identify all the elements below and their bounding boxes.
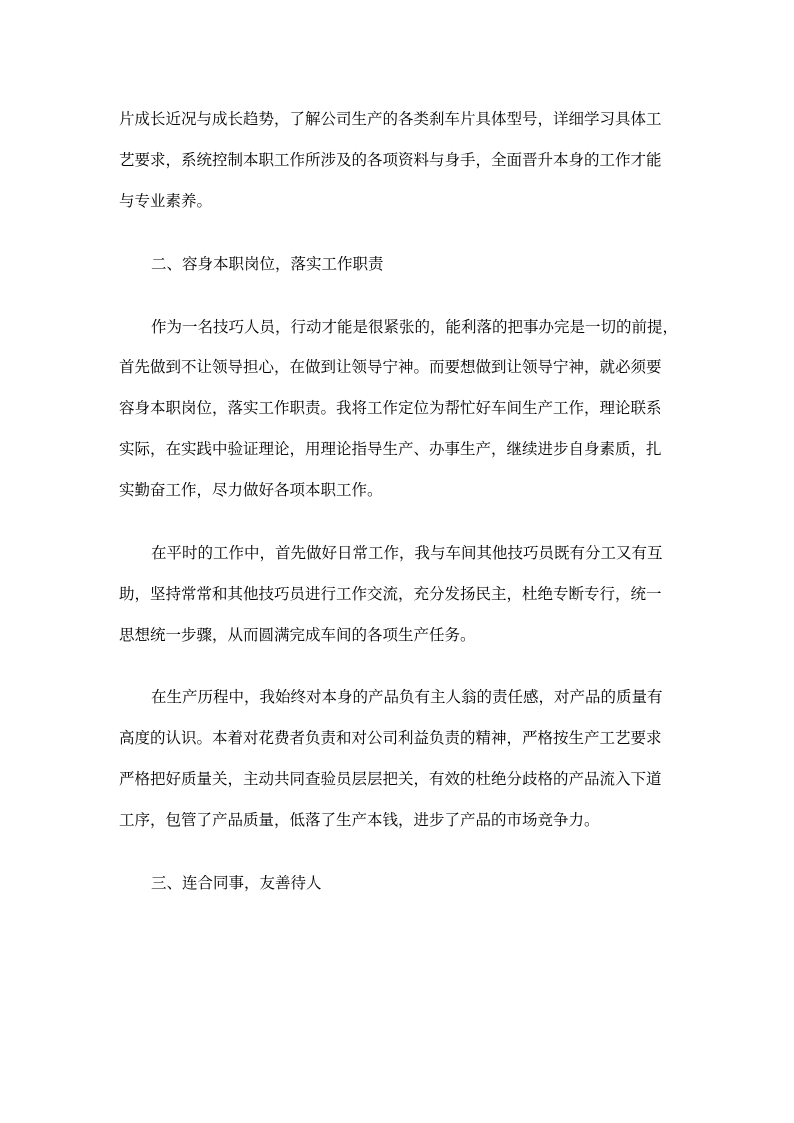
paragraph-line: 高度的认识。本着对花费者负责和对公司利益负责的精神，严格按生产工艺要求 [119, 729, 662, 747]
paragraph-line: 与专业素养。 [119, 192, 213, 210]
paragraph-line: 思想统一步骤，从而圆满完成车间的各项生产任务。 [119, 626, 476, 644]
paragraph-line: 容身本职岗位，落实工作职责。我将工作定位为帮忙好车间生产工作，理论联系 [119, 399, 662, 417]
paragraph-line: 工序，包管了产品质量，低落了生产本钱，进步了产品的市场竞争力。 [119, 811, 600, 829]
paragraph-line: 实际，在实践中验证理论，用理论指导生产、办事生产，继续进步自身素质，扎 [119, 440, 662, 458]
paragraph-line: 片成长近况与成长趋势，了解公司生产的各类刹车片具体型号，详细学习具体工 [119, 110, 662, 128]
paragraph-line: 首先做到不让领导担心，在做到让领导宁神。而要想做到让领导宁神，就必须要 [119, 358, 662, 376]
paragraph-line: 在平时的工作中，首先做好日常工作，我与车间其他技巧员既有分工又有互 [151, 544, 663, 562]
section-heading-3: 三、连合同事，友善待人 [151, 874, 322, 892]
paragraph-line: 作为一名技巧人员，行动才能是很紧张的，能利落的把事办完是一切的前提， [151, 318, 679, 336]
section-heading-2: 二、容身本职岗位，落实工作职责 [151, 255, 384, 273]
paragraph-line: 艺要求，系统控制本职工作所涉及的各项资料与身手，全面晋升本身的工作才能 [119, 151, 662, 169]
paragraph-line: 在生产历程中，我始终对本身的产品负有主人翁的责任感，对产品的质量有 [151, 688, 663, 706]
paragraph-line: 严格把好质量关，主动共同查验员层层把关，有效的杜绝分歧格的产品流入下道 [119, 770, 662, 788]
paragraph-line: 实勤奋工作，尽力做好各项本职工作。 [119, 481, 383, 499]
paragraph-line: 助，坚持常常和其他技巧员进行工作交流，充分发扬民主，杜绝专断专行，统一 [119, 585, 662, 603]
